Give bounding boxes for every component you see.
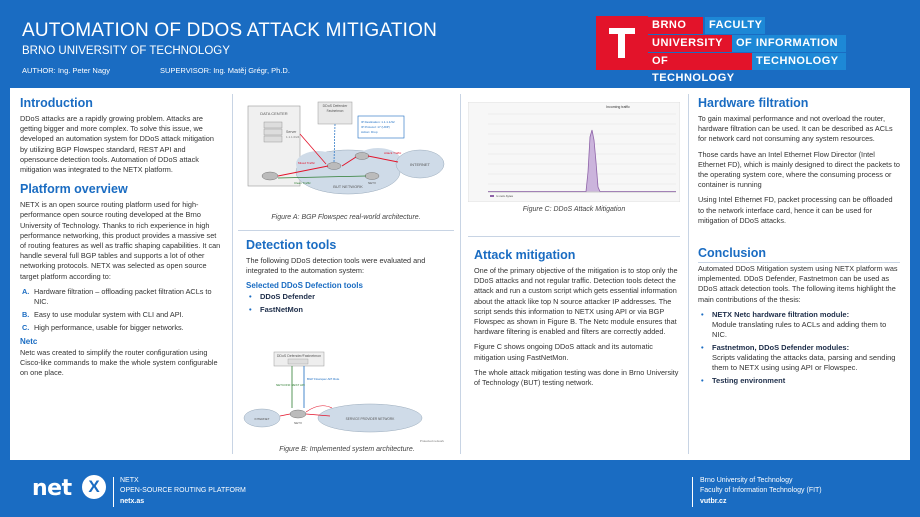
intro-text: DDoS attacks are a rapidly growing problem. Attacks are getting bigger and more complex. To solve this issue, we developed an automation system for DDoS attack mitigation by utilizing BGP Flowspec standard, REST API and opensource detection tools. Automation of DDoS attack mitigation was integrated to the NETX platform. (20, 114, 214, 175)
netx-x-icon: X (82, 475, 106, 499)
svg-text:Action: Drop: Action: Drop (361, 130, 378, 134)
conclusion-list (698, 310, 900, 386)
label-b-flowspec: BGP Flowspec API Rule (307, 377, 340, 381)
figure-c-caption: Figure C: DDoS Attack Mitigation (522, 206, 626, 213)
label-b-netx: NETX (293, 421, 303, 425)
chart-legend: rx.netx.bytes (496, 194, 514, 198)
detection-tools-list (246, 292, 450, 315)
column-3 (460, 88, 688, 460)
hwfilter-text-3: Using Intel Ethernet FD, packet processing can be offloaded to the network interface card, hence it can be used for mitigation of DDoS attacks. (698, 195, 893, 225)
logo-text: UNIVERSITY (648, 35, 732, 52)
logo-text: BRNO (648, 17, 703, 34)
figure-a (238, 94, 454, 224)
poster-header (0, 0, 920, 84)
supervisor: SUPERVISOR: Ing. Matěj Grégr, Ph.D. (160, 66, 290, 75)
column-2 (232, 88, 460, 460)
conclusion-text: Automated DDoS Mitigation system using NETX platform was implemented. DDoS Defender, Fastnetmon can be used as DDoS attack detection tools. The following items highlight the main contributions of the thesis: (698, 264, 898, 304)
mitigation-section (474, 248, 680, 393)
poster-footer (0, 462, 920, 517)
list-item: C. High performance, usable for bigger networks. (22, 322, 184, 332)
figure-a-diagram (238, 94, 454, 212)
detection-section (246, 238, 450, 319)
label-defender: DDoS Defender (322, 104, 348, 108)
label-b-internet: INTERNET (254, 417, 270, 421)
label-datacenter: DATA CENTER (260, 111, 288, 116)
label-clean: Clean Traffic (294, 181, 311, 185)
footer-platform: OPEN-SOURCE ROUTING PLATFORM (120, 487, 246, 494)
logo-text: TECHNOLOGY (752, 53, 846, 70)
footer-netx: NETX (120, 477, 139, 484)
list-item: • FastNetMon (246, 305, 450, 315)
footer-faculty: Faculty of Information Technology (FIT) (700, 487, 822, 494)
intro-heading: Introduction (20, 96, 93, 110)
label-b-defender: DDoS Defender/Fastnetmon (276, 354, 322, 358)
figure-b-caption: Figure B: Implemented system architecture. (279, 446, 415, 453)
column-4 (688, 88, 910, 460)
poster-body (10, 88, 910, 460)
author: AUTHOR: Ing. Peter Nagy (22, 66, 110, 75)
platform-list (20, 287, 222, 333)
list-item: B. Easy to use modular system with CLI and API. (22, 309, 184, 319)
detection-subheading: Selected DDoS Defection tools (246, 281, 363, 291)
svg-text:IP Protocol: 17 (UDP): IP Protocol: 17 (UDP) (361, 125, 390, 129)
label-mixed: Mixed Traffic (298, 161, 315, 165)
hwfilter-heading: Hardware filtration (698, 96, 809, 110)
list-item: • DDoS Defender (246, 292, 450, 302)
footer-university: Brno University of Technology (700, 477, 793, 484)
column-1 (10, 88, 232, 460)
svg-text:IP Destination: 1.1.1.1/32: IP Destination: 1.1.1.1/32 (361, 120, 395, 124)
figure-c (468, 102, 680, 214)
label-fastnetmon: Fastnetmon (326, 109, 344, 113)
logo-text: OF TECHNOLOGY (648, 53, 752, 70)
mitigation-text-1: One of the primary objective of the mitigation is to stop only the DDoS attacks and not regular traffic. Detection tools detect the attack and run a custom script which gets essential information about the attack like top N source attacker IP addresses. The script sends this information to NETX using API or via BGP Flowspec as shown in Figure B. The Netc module ensures that hardware filtering is enabled and filters are correctly added. (474, 266, 678, 337)
figure-b (240, 346, 454, 458)
label-b-protected: SERVICE PROVIDER NETWORK (345, 417, 395, 421)
label-b-note: Protected network (419, 439, 444, 443)
figure-c-chart (468, 102, 680, 202)
detection-heading: Detection tools (246, 238, 337, 252)
poster-title: AUTOMATION OF DDOS ATTACK MITIGATION (22, 20, 438, 41)
hwfilter-text-2: Those cards have an Intel Ethernet Flow Director (Intel Ethernet FD), which is mainly designed to direct the packets to the operating system core, where the consuming process or container is running (698, 149, 900, 190)
detection-text: The following DDoS detection tools were evaluated and integrated to the automation system: (246, 256, 426, 276)
chart-title: Incoming traffic (606, 105, 630, 109)
but-logo-mark-icon (596, 16, 648, 70)
list-item: A. Hardware filtration – offloading packet filtration ACLs to NIC. (22, 286, 212, 306)
logo-text: FACULTY (705, 17, 765, 34)
label-netx: NETX (367, 181, 377, 185)
list-item: • NETX Netc hardware filtration module: Module translating rules to ACLs and adding them to NIC. (698, 310, 900, 340)
figure-b-diagram (240, 346, 454, 446)
logo-text: OF INFORMATION (732, 35, 846, 52)
list-item: • Fastnetmon, DDoS Defender modules: Scripts validating the attacks data, parsing and sending them to NETX using using API or Flowspec. (698, 343, 900, 373)
university-name: BRNO UNIVERSITY OF TECHNOLOGY (22, 45, 230, 57)
mitigation-heading: Attack mitigation (474, 248, 576, 262)
figure-a-caption: Figure A: BGP Flowspec real-world architecture. (271, 214, 421, 221)
netx-logo: net (32, 476, 72, 501)
footer-vutbr-url[interactable]: vutbr.cz (700, 498, 727, 505)
footer-netx-url[interactable]: netx.as (120, 498, 145, 505)
fit-but-logo (596, 16, 846, 84)
label-server: Server (286, 130, 297, 134)
list-item: • Testing environment (698, 376, 900, 386)
label-attack: Attack Traffic (384, 151, 402, 155)
label-server-ip: 1.1.1.0/24 (286, 135, 300, 139)
label-but-network: BUT NETWORK (333, 184, 363, 189)
mitigation-text-2: Figure C shows ongoing DDoS attack and its automatic mitigation using FastNetMon. (474, 342, 653, 362)
netc-text: Netc was created to simplify the router configuration using Cisco-like commands to make the whole system configurable on one place. (20, 347, 218, 378)
platform-heading: Platform overview (20, 182, 128, 197)
label-internet: INTERNET (410, 162, 430, 167)
netc-heading: Netc (20, 336, 38, 346)
label-b-netconf: NETCONF REST API (276, 383, 305, 387)
mitigation-text-3: The whole attack mitigation testing was done in Brno University of Technology (BUT) testing network. (474, 367, 679, 388)
platform-text: NETX is an open source routing platform used for high-performance open source routing developed at the Brno University of Technology. Thanks to rich experience in high performance networking, this product provides a massive set of routing features as well as traffic shaping capabilities. It can handle several full BGP tables and supports a lot of other networking protocols. NETX was selected as open source target platform according to: (20, 200, 221, 281)
hwfilter-text-1: To gain maximal performance and not overload the router, hardware filtration can be used. It can be described as ACLs for network card not consuming any system resources. (698, 114, 893, 144)
conclusion-heading: Conclusion (698, 246, 767, 261)
